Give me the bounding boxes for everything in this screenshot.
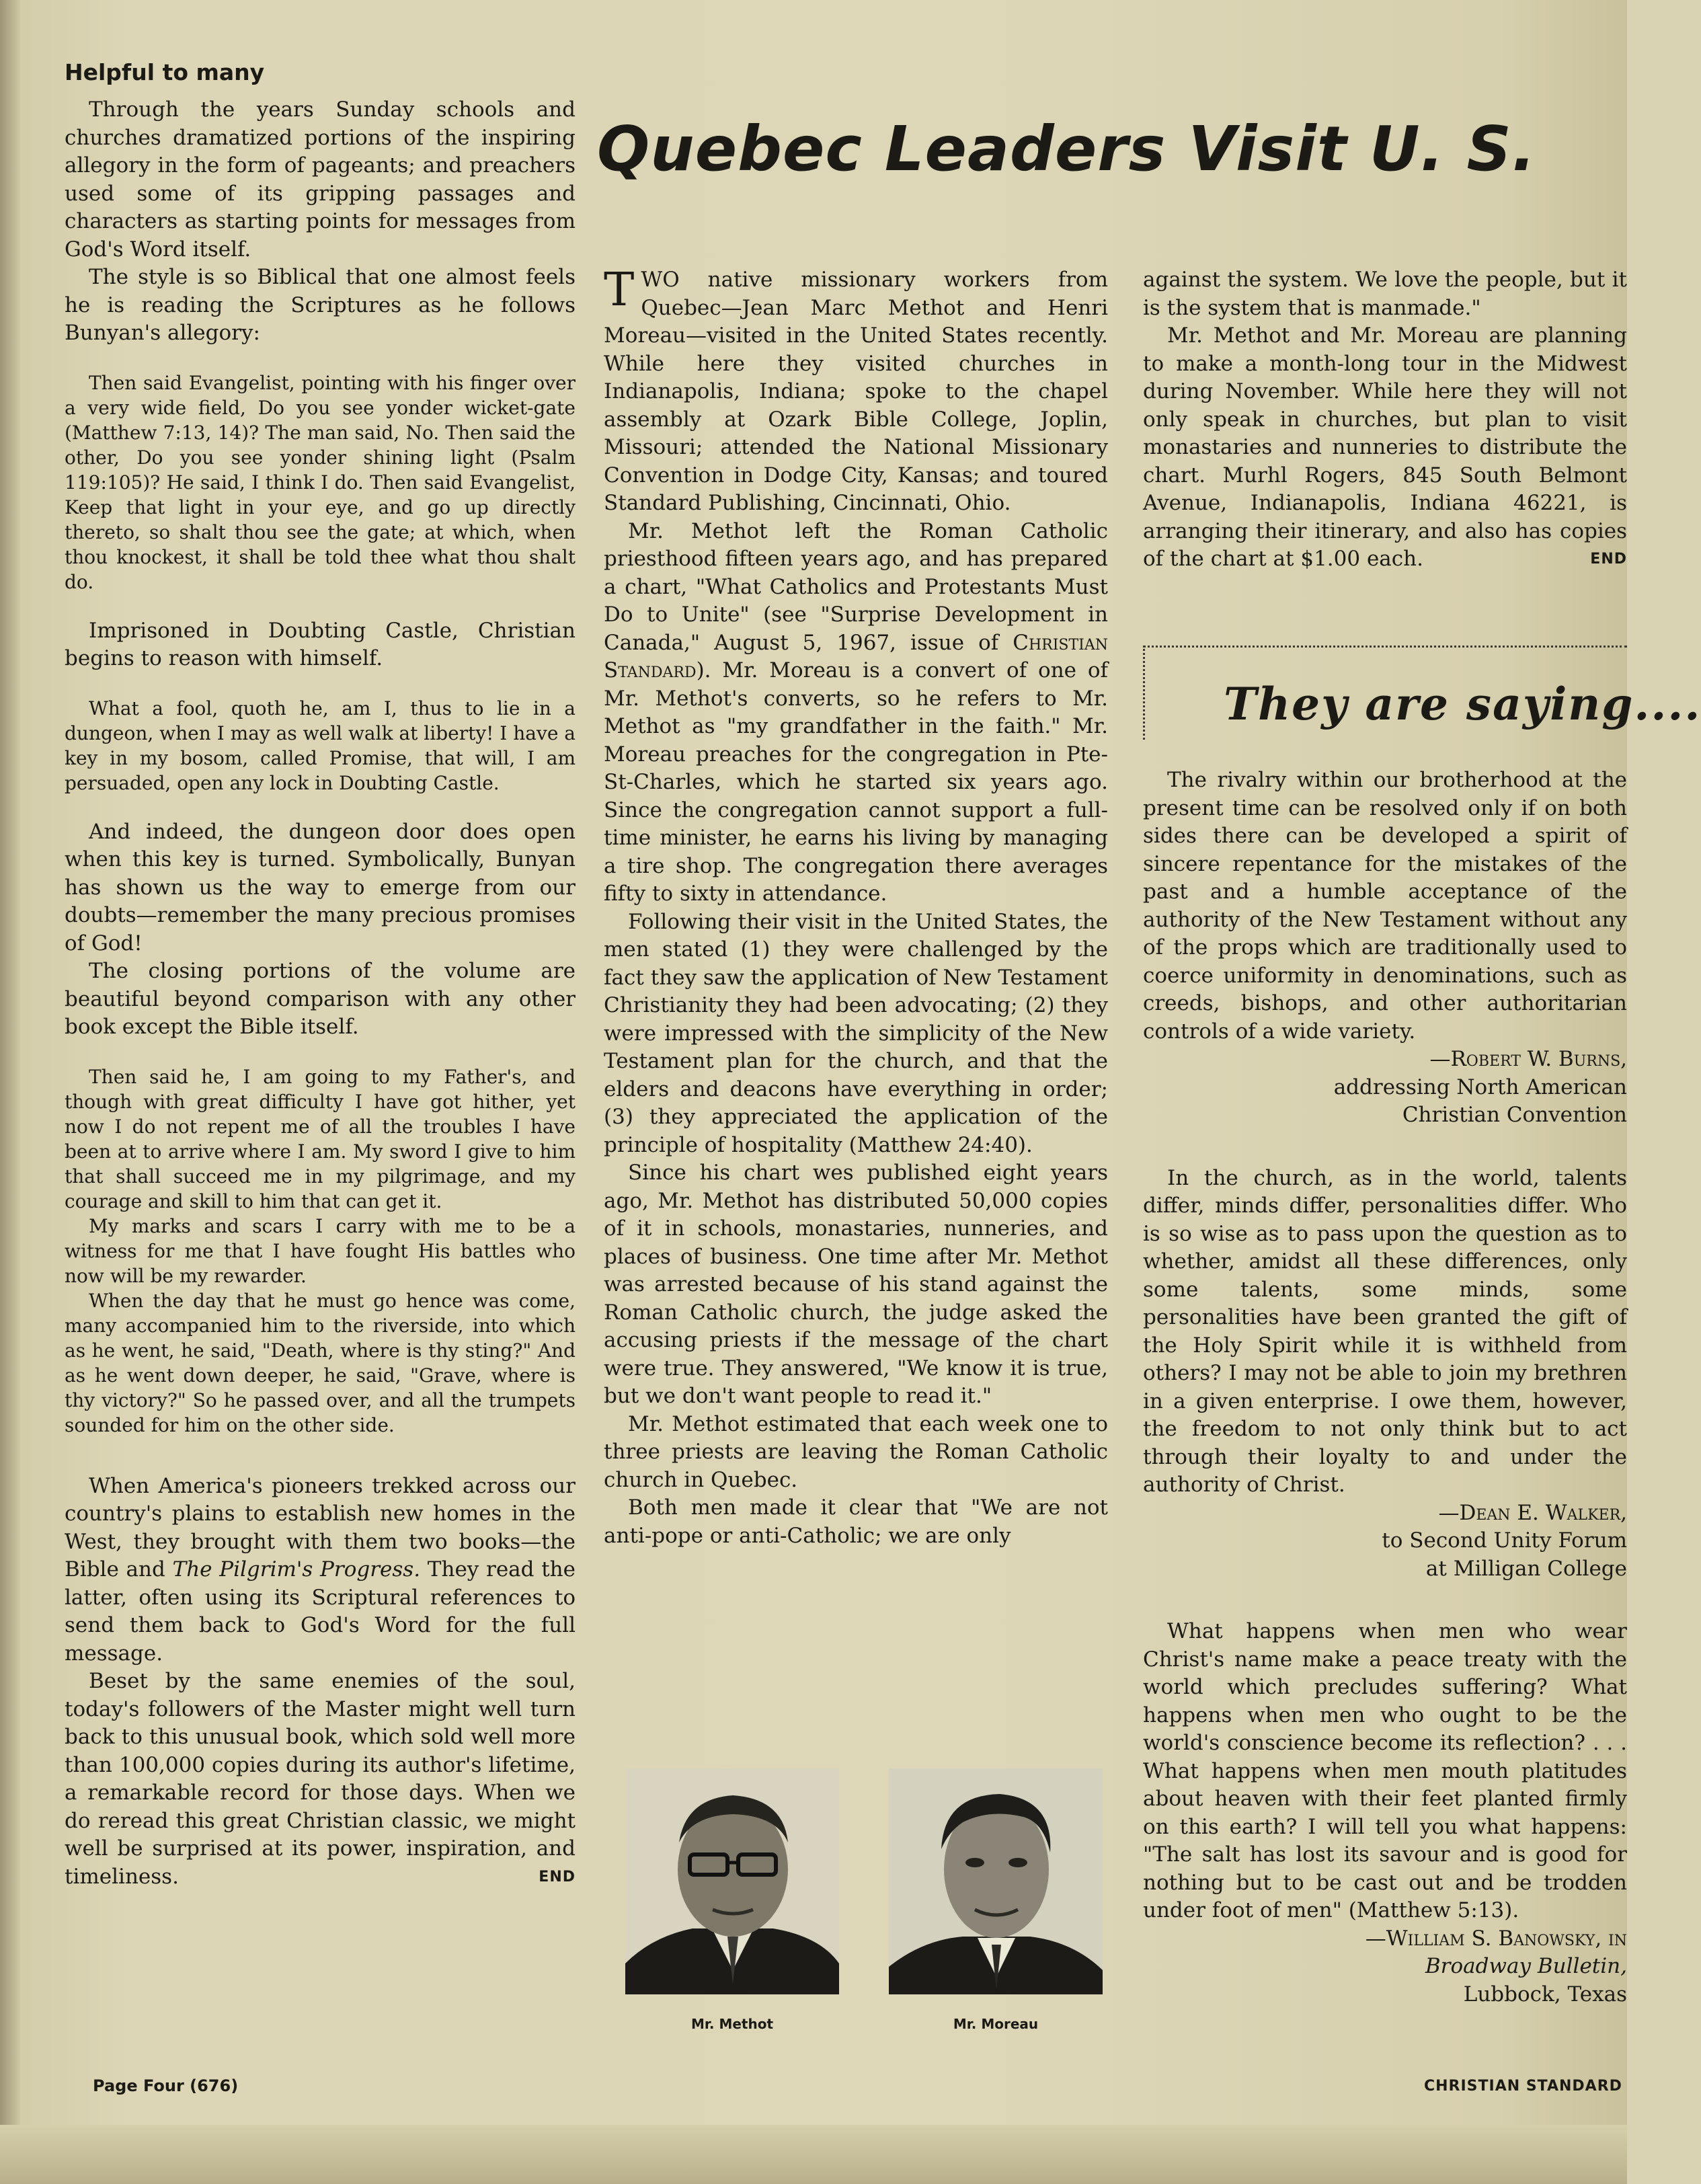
dotted-side-rule xyxy=(1143,646,1145,740)
caption-moreau: Mr. Moreau xyxy=(953,2016,1039,2032)
quote-attribution: Lubbock, Texas xyxy=(1463,1982,1627,2006)
quote-attribution-name: —Robert W. Burns, xyxy=(1429,1047,1627,1071)
publication-name: Christian Standard xyxy=(604,630,1108,682)
quote-paragraph: What happens when men who wear Christ's name make a peace treaty with the world which precludes suffering? What happens when men who ought to be the world's conscience become its reflection? . . . What happens when men mouth platitudes about heaven with their feet planted firmly on this earth? I will tell you what happens: "The salt has lost its savour and is good for nothing but to be cast out and be trodden under foot of men" (Matthew 5:13). xyxy=(1143,1619,1627,1922)
portrait-moreau xyxy=(889,1768,1103,1994)
paragraph: Through the years Sunday schools and churches dramatized portions of the inspiring allegory in the form of pageants; and preachers used some of its gripping passages and characters as starting points for messages from God's Word itself. xyxy=(65,98,576,262)
article-column xyxy=(604,266,1108,1550)
quote-attribution: addressing North American xyxy=(1333,1075,1627,1099)
paragraph: Mr. Methot and Mr. Moreau are planning to make a month-long tour in the Midwest during November. While here they will not only speak in churches, but plan to visit monastaries and nunneries to distribute the chart. Murhl Rogers, 845 South Belmont Avenue, Indianapolis, Indiana 46221, is arranging their itinerary, and also has copies of the chart at $1.00 each. END xyxy=(1143,322,1627,574)
quotes-column xyxy=(1143,767,1627,2008)
article-continued-column xyxy=(1143,266,1627,574)
portrait-row xyxy=(625,1768,1109,2051)
quote-attribution: Christian Convention xyxy=(1402,1103,1627,1127)
portrait-methot xyxy=(625,1768,839,1994)
end-mark: END xyxy=(539,1868,576,1885)
quote-attribution: at Milligan College xyxy=(1425,1556,1627,1581)
paragraph: And indeed, the dungeon door does open when this key is turned. Symbolically, Bunyan has shown us the way to emerge from our doubts—remember the many precious promises of God! xyxy=(65,819,576,956)
paragraph: Mr. Methot estimated that each week one to three priests are leaving the Roman Catholic church in Quebec. xyxy=(604,1411,1108,1492)
quote-attribution-name: —William S. Banowsky, in xyxy=(1365,1926,1627,1951)
end-mark: END xyxy=(1590,551,1627,568)
section-heading-they-are-saying: They are saying.... xyxy=(1224,678,1701,730)
quote-paragraph: The rivalry within our brotherhood at the present time can be resolved only if on both sides there can be developed a spirit of sincere repentance for the mistakes of the past and a humble acceptance of the authority of the New Testament without any of the props which are traditionally used to coerce uniformity in denominations, such as creeds, bishops, and other authoritarian controls of a wide variety. xyxy=(1143,768,1627,1044)
block-quote: Then said he, I am going to my Father's, and though with great difficulty I have got hither, yet now I do not repent me of all the troubles I have been at to arrive where I am. My sword I give to him that shall succeed me in my pilgrimage, and my courage and skill to him that can get it. xyxy=(65,1065,576,1212)
quote-attribution: Broadway Bulletin, xyxy=(1425,1954,1627,1978)
page-bottom-shadow xyxy=(0,2125,1627,2184)
paragraph: Both men made it clear that "We are not anti-pope or anti-Catholic; we are only xyxy=(604,1495,1108,1548)
block-quote: Then said Evangelist, pointing with his finger over a very wide field, Do you see yonder wicket-gate (Matthew 7:13, 14)? The man said, No. Then said the other, Do you see yonder shining light (Psalm 119:105)? He said, I think I do. Then said Evangelist, Keep that light in your eye, and go up directly thereto, so shalt thou see the gate; at which, when thou knockest, it shall be told thee what thou shalt do. xyxy=(65,371,576,593)
article-headline: Quebec Leaders Visit U. S. xyxy=(597,113,1536,185)
paragraph: Mr. Methot left the Roman Catholic priesthood fifteen years ago, and has prepared a chart, "What Catholics and Protestants Must Do to Unite" (see "Surprise Development in Canada," August 5, 1967, issue of Christian Standard). Mr. Moreau is a convert of one of Mr. Methot's converts, so he refers to Mr. Methot as "my grandfather in the faith." Mr. Moreau preaches for the congregation in Pte-St-Charles, which he started six years ago. Since the congregation cannot support a full-time minister, he earns his living by managing a tire shop. The congregation there averages fifty to sixty in attendance. xyxy=(604,518,1108,906)
paragraph: The closing portions of the volume are beautiful beyond comparison with any other book except the Bible itself. xyxy=(65,959,576,1039)
caption-methot: Mr. Methot xyxy=(690,2016,774,2032)
quote-attribution: to Second Unity Forum xyxy=(1382,1528,1627,1553)
block-quote: When the day that he must go hence was come, many accompanied him to the riverside, into which as he went, he said, "Death, where is thy sting?" And as he went down deeper, he said, "Grave, where is thy victory?" So he passed over, and all the trumpets sounded for him on the other side. xyxy=(65,1289,576,1436)
page-number-footer: Page Four (676) xyxy=(93,2076,239,2095)
quote-paragraph: In the church, as in the world, talents differ, minds differ, personalities differ. Who is so wise as to pass upon the question as to whether, amidst all these differences, only some talents, some minds, some personalities have been granted the gift of the Holy Spirit while it is withheld from others? I may not be able to join my brethren in a given enterprise. I owe them, however, the freedom to not only think but to act through their loyalty to and under the authority of Christ. xyxy=(1143,1165,1627,1497)
book-title: The Pilgrim's Progress. xyxy=(172,1557,421,1582)
paragraph: TWO native missionary workers from Quebec—Jean Marc Methot and Henri Moreau—visited in the United States recently. While here they visited churches in Indianapolis, Indiana; spoke to the chapel assembly at Ozark Bible College, Joplin, Missouri; attended the National Missionary Convention in Dodge City, Kansas; and toured Standard Publishing, Cincinnati, Ohio. xyxy=(604,264,1108,515)
paragraph: against the system. We love the people, but it is the system that is manmade." xyxy=(1143,268,1627,320)
paragraph: Beset by the same enemies of the soul, today's followers of the Master might well turn back to this unusual book, which sold well more than 100,000 copies during its author's lifetime, a remarkable record for those days. When we do reread this great Christian classic, we might well be surprised at its power, inspiration, and timeliness. END xyxy=(65,1668,576,1891)
block-quote: My marks and scars I carry with me to be a witness for me that I have fought His battles who now will be my rewarder. xyxy=(65,1214,576,1287)
drop-cap: T xyxy=(604,264,635,317)
paragraph: Imprisoned in Doubting Castle, Christian begins to reason with himself. xyxy=(65,618,576,670)
page-edge-shadow xyxy=(0,0,20,2184)
quote-attribution-name: —Dean E. Walker, xyxy=(1438,1500,1627,1525)
dotted-rule xyxy=(1143,646,1627,652)
paragraph: The style is so Biblical that one almost feels he is reading the Scriptures as he follows Bunyan's allegory: xyxy=(65,265,576,345)
paragraph: Since his chart wes published eight years ago, Mr. Methot has distributed 50,000 copies of it in schools, monastaries, nunneries, and places of business. One time after Mr. Methot was arrested because of his stand against the Roman Catholic church, the judge asked the accusing priests if the message of the chart were true. They answered, "We know it is true, but we don't want people to read it." xyxy=(604,1161,1108,1408)
left-column xyxy=(65,59,576,1891)
block-quote: What a fool, quoth he, am I, thus to lie in a dungeon, when I may as well walk at liberty! I have a key in my bosom, called Promise, that will, I am persuaded, open any lock in Doubting Castle. xyxy=(65,697,576,794)
publication-footer: CHRISTIAN STANDARD xyxy=(1424,2078,1622,2095)
section-title: Helpful to many xyxy=(65,59,265,85)
paragraph: Following their visit in the United States, the men stated (1) they were challenged by the fact they saw the application of New Testament Christianity they had been advocating; (2) they were impressed with the simplicity of the New Testament plan for the church, and that the elders and deacons have everything in order; (3) they appreciated the application of the principle of hospitality (Matthew 24:40). xyxy=(604,909,1108,1157)
paragraph: When America's pioneers trekked across our country's plains to establish new homes in the West, they brought with them two books—the Bible and The Pilgrim's Progress. They read the latter, often using its Scriptural references to send them back to God's Word for the full message. xyxy=(65,1473,576,1666)
